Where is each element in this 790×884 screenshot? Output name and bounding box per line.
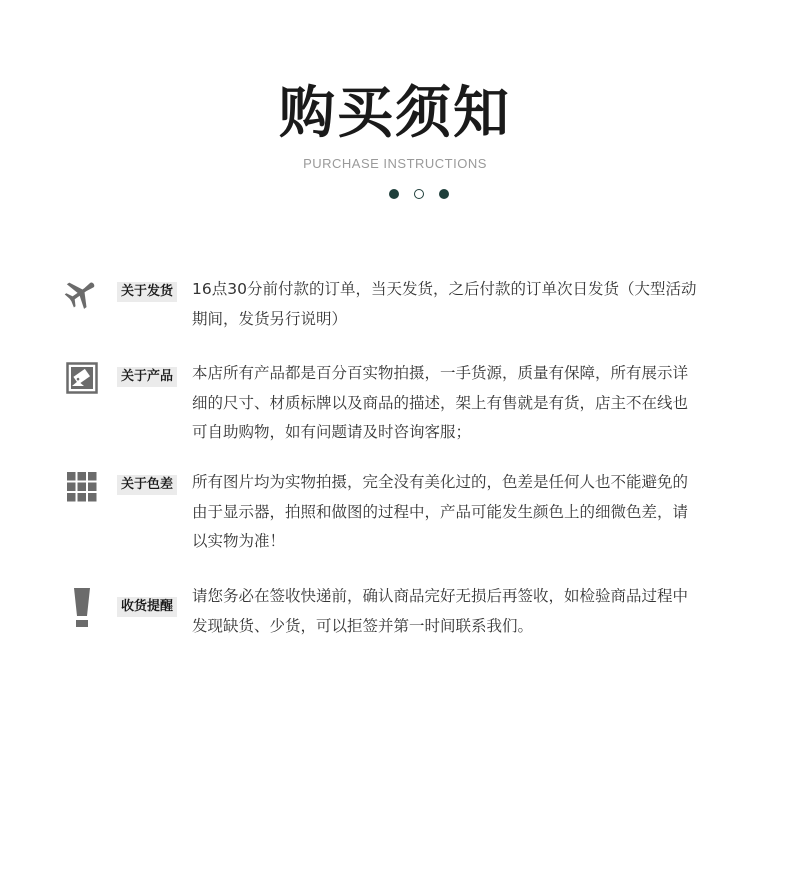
airplane-icon [64, 274, 100, 310]
text-line: 所有图片均为实物拍摄，完全没有美化过的，色差是任何人也不能避免的 [192, 473, 689, 491]
dot-filled-icon [389, 189, 399, 199]
dot-hollow-icon [414, 189, 424, 199]
text-line: 以实物为准！ [192, 532, 286, 550]
dot-filled-icon [439, 189, 449, 199]
text-line: 由于显示器，拍照和做图的过程中，产品可能发生颜色上的细微色差，请 [192, 502, 689, 521]
text-product [192, 359, 740, 448]
text-line: 细的尺寸、材质标牌以及商品的描述，架上有售就是有货，店主不在线也 [192, 393, 689, 412]
text-line: 发现缺货、少货，可以拒签并第一时间联系我们。 [192, 616, 534, 635]
grid-icon [64, 469, 100, 505]
text-color-difference [192, 468, 740, 557]
text-line: 本店所有产品都是百分百实物拍摄，一手货源，质量有保障，所有展示详 [192, 364, 689, 382]
page-subtitle: PURCHASE INSTRUCTIONS [303, 156, 487, 171]
label-shipping: 关于发货 [117, 282, 177, 302]
label-color-difference: 关于色差 [117, 475, 177, 495]
label-product: 关于产品 [117, 367, 177, 387]
exclamation-icon [64, 586, 100, 630]
photo-tag-icon [64, 360, 100, 396]
label-receipt-reminder: 收货提醒 [117, 597, 177, 617]
page-title: 购买须知 [279, 81, 511, 146]
text-line: 请您务必在签收快递前，确认商品完好无损后再签收，如检验商品过程中 [192, 587, 689, 605]
text-line: 期间，发货另行说明） [192, 309, 348, 328]
text-line: 可自助购物，如有问题请及时咨询客服； [192, 423, 472, 441]
text-shipping [192, 275, 740, 334]
text-receipt-reminder [192, 582, 740, 641]
decorative-dots [385, 187, 455, 201]
text-line: 16点30分前付款的订单，当天发货，之后付款的订单次日发货（大型活动 [192, 280, 697, 298]
